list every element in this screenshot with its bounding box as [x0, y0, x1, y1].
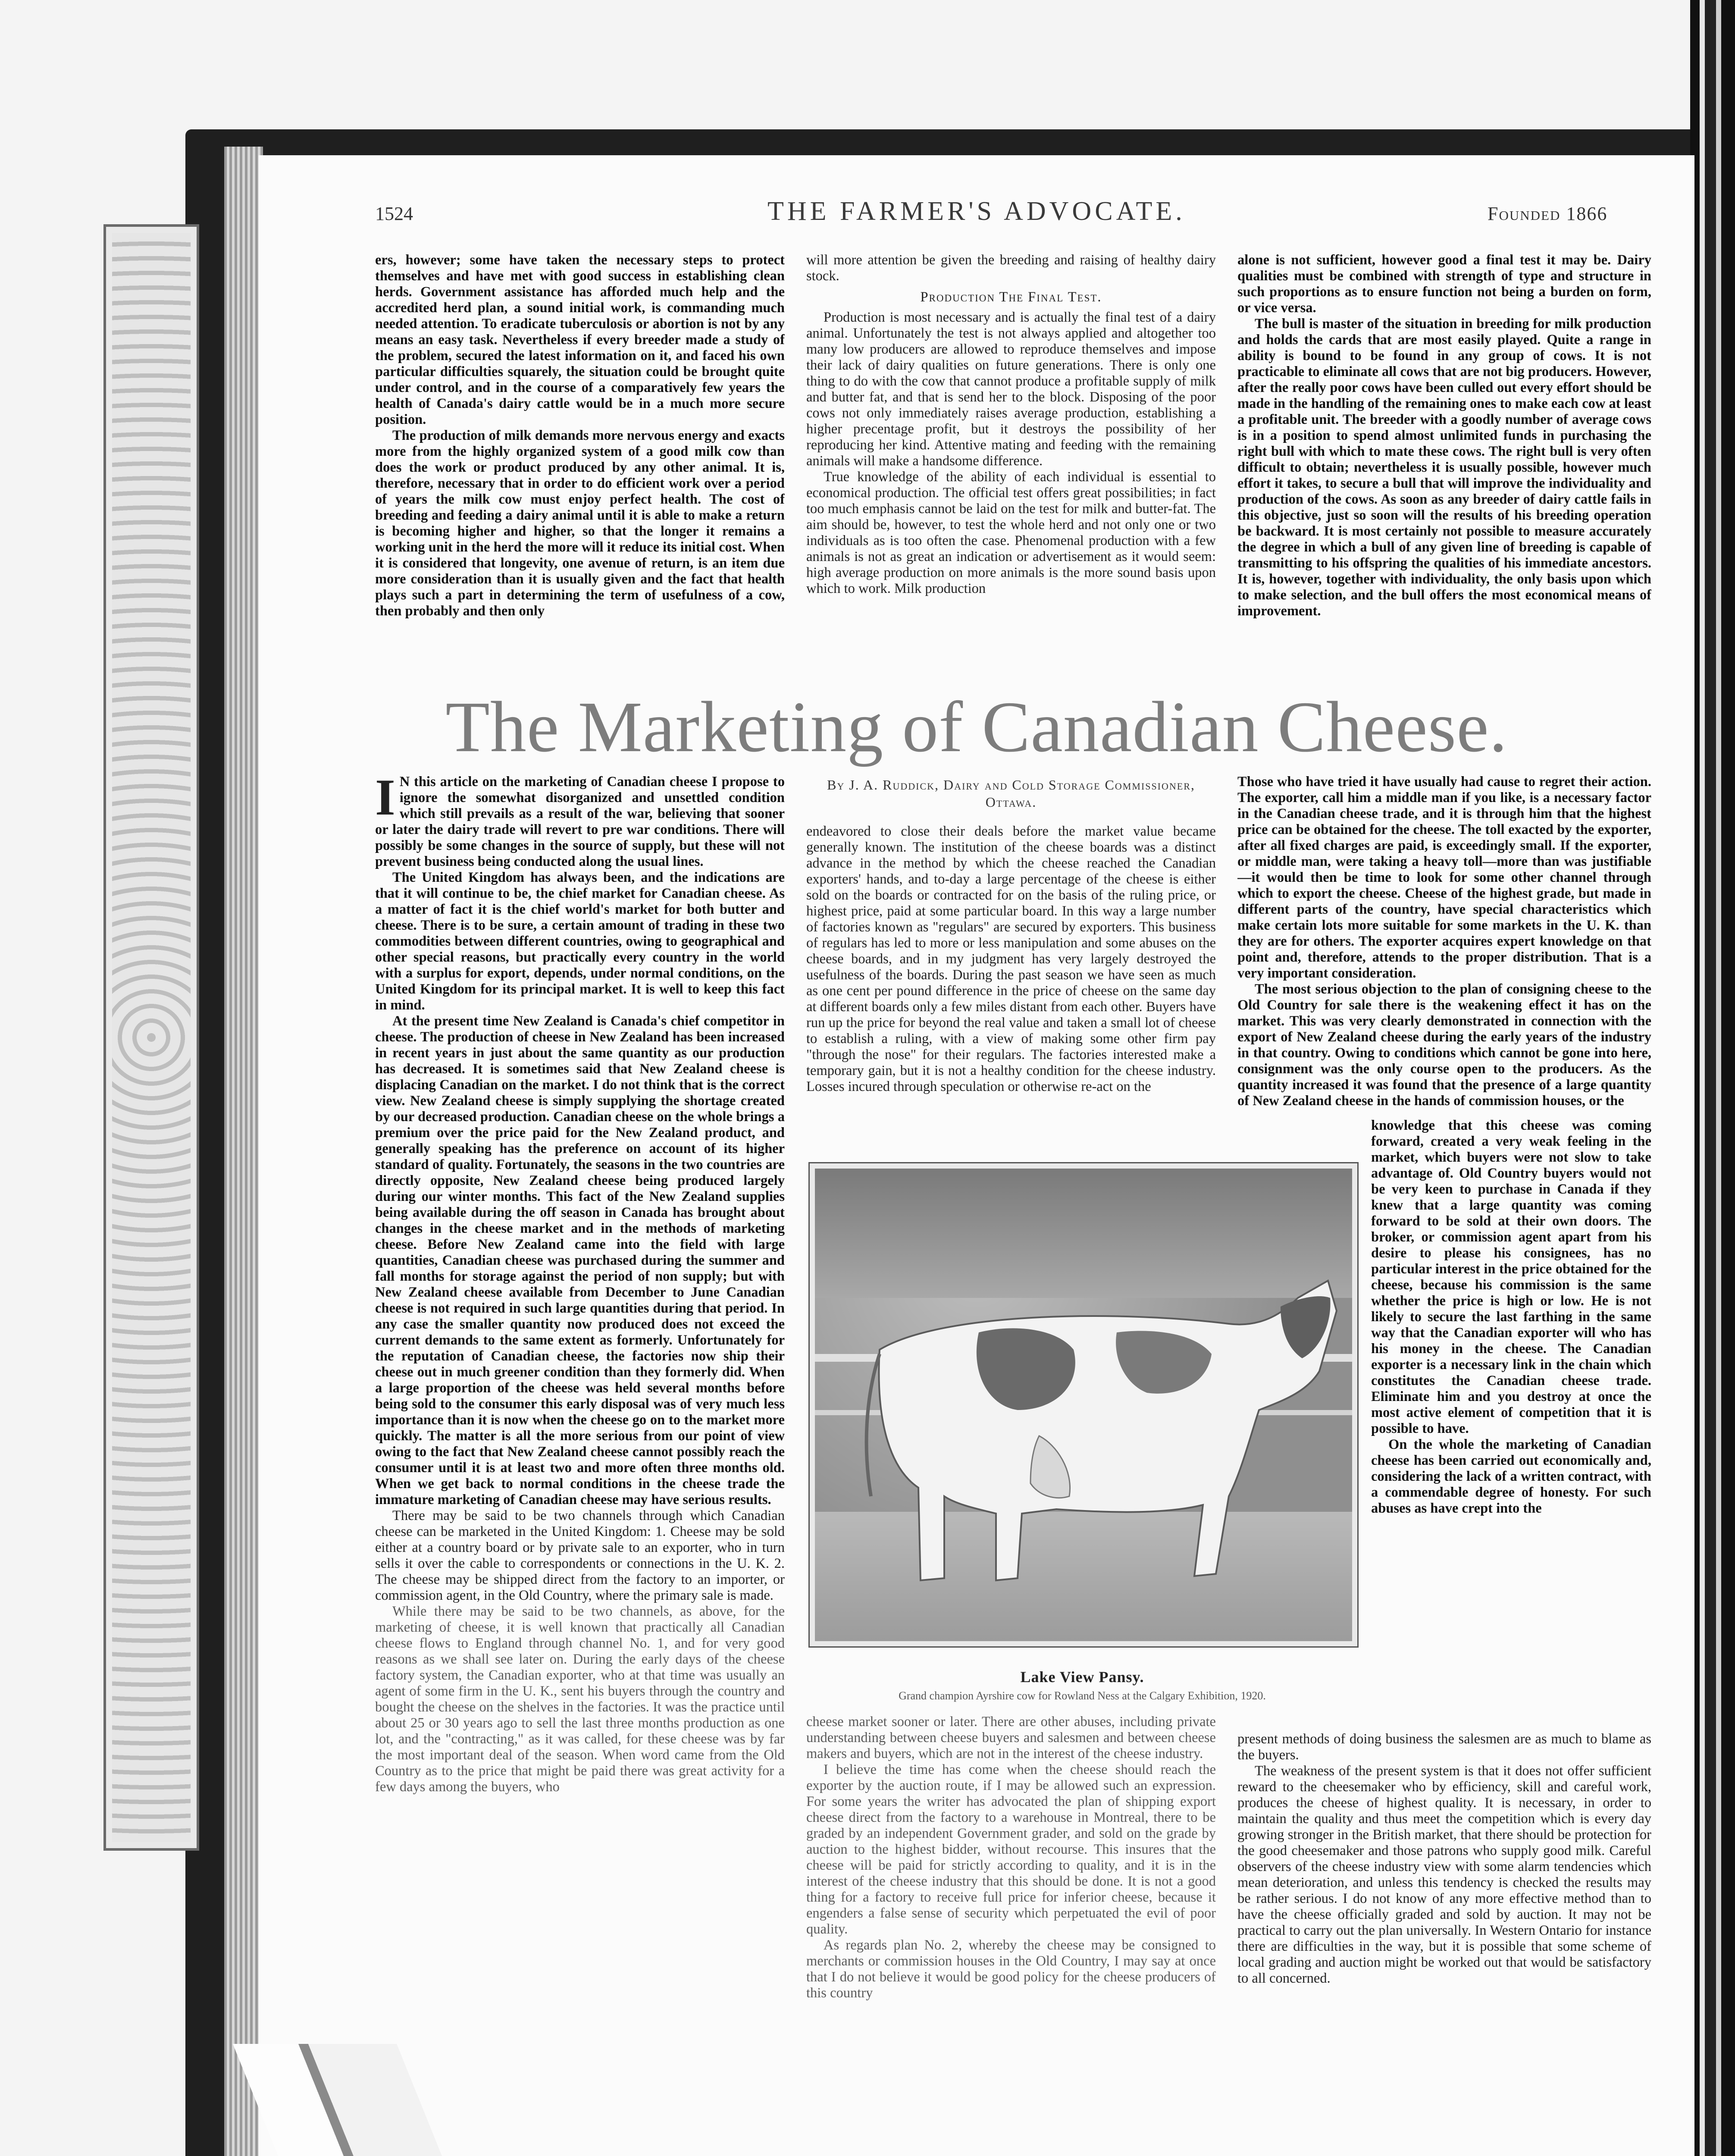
- page-edges: [224, 147, 263, 2156]
- cow-figure: [867, 1281, 1337, 1580]
- photo-caption-text: Grand champion Ayrshire cow for Rowland Ness at the Calgary Exhibition, 1920.: [899, 1689, 1266, 1702]
- paragraph: On the whole the marketing of Canadian cheese has been carried out economically and, considering the lack of a written contract, with a commendable degree of honesty. For such abuses as have crept into the: [1371, 1437, 1651, 1516]
- article-column-3-narrow: [1371, 1118, 1651, 1730]
- paragraph: Production is most necessary and is actually the final test of a dairy animal. Unfortunately the test is not always applied and altogether too many low producers are allowed to reproduce themselves and impose their lack of dairy qualities on future generations. There is only one thing to do with the cow that cannot produce a profitable supply of milk and butter fat, and that is send her to the block. Disposing of the poor cows not only immediately raises average production, establishing a higher precentage profit, but it destroys the possibility of her reproducing her kind. Attentive mating and feeding with the remaining animals will make a handsome difference.: [806, 310, 1216, 469]
- paragraph: The bull is master of the situation in breeding for milk production and holds the cards that are most easily played. Quite a range in ability is bound to be found in any group of cows. It is not practicable to eliminate all cows that are not big producers. However, after the really poor cows have been culled out every effort should be made in the handling of the remaining ones to make each cow at least a profitable unit. The breeder with a goodly number of average cows is in a position to spend almost unlimited funds in purchasing the right bull with which to mate these cows. The right bull is very often difficult to obtain; nevertheless it is usually possible, however much effort it takes, to secure a bull that will improve the individuality and production of the cows. As soon as any breeder of dairy cattle fails in this objective, just so soon will the results of his breeding operation be backward. It is most certainly not possible to measure accurately the degree in which a bull of any given line of breeding is capable of transmitting to his offspring the qualities of his immediate ancestors. It is, however, together with individuality, the only basis upon which to make selection, and the bull offers the most economical means of improvement.: [1237, 316, 1651, 619]
- section-subhead: Production The Final Test.: [920, 289, 1102, 305]
- photo-caption-title: Lake View Pansy.: [1020, 1668, 1144, 1686]
- top-column-3: [1237, 252, 1651, 686]
- ayrshire-cow-illustration: [815, 1169, 1352, 1641]
- paragraph: Those who have tried it have usually had cause to regret their action. The exporter, call him a middle man if you like, is a necessary factor in the Canadian cheese trade, and it is through him that the highest price can be obtained for the cheese. The toll exacted by the exporter, after all fixed charges are paid, is exceedingly small. If the exporter, or middle man, were taking a heavy toll—more than was justifiable—it would then be time to look for some other channel through which to export the cheese. Cheese of the highest grade, but made in different parts of the country, have special characteristics which make certain lots more suitable for some markets in the U. K. than they are for others. The exporter acquires expert knowledge on that point and, therefore, attends to the proper distribution. That is a very important consideration.: [1237, 774, 1651, 981]
- drop-cap: I: [375, 774, 395, 826]
- article-column-3-upper: [1237, 774, 1651, 1117]
- masthead: THE FARMER'S ADVOCATE.: [767, 197, 1186, 226]
- paragraph: knowledge that this cheese was coming forward, created a very weak feeling in the market, which buyers were not slow to take advantage of. Old Country buyers would not be very keen to purchase in Canada if they knew that a large quantity was coming forward to be sold at their own doors. The broker, or commission agent apart from his desire to please his consignees, has no particular interest in the price obtained for the cheese, because his commission is the same whether the price is high or low. He is not likely to secure the last farthing in the same way that the Canadian exporter will who has his money in the cheese. The Canadian exporter is a necessary link in the chain which constitutes the Canadian cheese trade. Eliminate him and you destroy at once the most active element of competition that it is possible to have.: [1371, 1118, 1651, 1436]
- paragraph: True knowledge of the ability of each individual is essential to economical production. The official test offers great possibilities; in fact too much emphasis cannot be laid on the test for milk and butter-fat. The aim should be, however, to test the whole herd and not only one or two individuals as is too often the case. Phenomenal production with a few animals is not as great an indication or advertisement as it would seem: high average production on more animals is the more sound basis upon which to work. Milk production: [806, 469, 1216, 596]
- article-column-3-lower: [1237, 1731, 1651, 2156]
- top-column-2: [806, 252, 1216, 686]
- article-column-2: [806, 824, 1216, 1147]
- paragraph: At the present time New Zealand is Canada's chief competitor in cheese. The production of cheese in New Zealand has been increased in recent years in just about the same quantity as our production has decreased. It is sometimes said that New Zealand cheese is displacing Canadian on the market. I do not think that is the correct view. New Zealand cheese is simply supplying the shortage created by our decreased production. Canadian cheese on the whole brings a premium over the price paid for the New Zealand product, and generally speaking has the preference on account of its higher standard of quality. Fortunately, the seasons in the two countries are directly opposite, New Zealand cheese being produced largely during our winter months. This fact of the New Zealand supplies being available during the off season in Canada has brought about changes in the cheese market and in the methods of marketing cheese. Before New Zealand came into the field with large quantities, Canadian cheese was purchased during the summer and fall months for storage against the period of non supply; but with New Zealand cheese available from December to June Canadian cheese is not required in such large quantities during that period. In any case the smaller quantity now produced does not exceed the current demands to the same extent as formerly. Unfortunately for the reputation of Canadian cheese, the factories now ship their cheese out in much greener condition than they formerly did. When a large proportion of the cheese was held several months before being sold to the consumer this early disposal was of very much less importance than it is now when the cheese go on to the market more quickly. The matter is all the more serious from our point of view owing to the fact that New Zealand cheese cannot possibly reach the consumer until it is at least two and more often three months old. When we get back to normal conditions in the cheese trade the immature marketing of Canadian cheese may have serious results.: [375, 1013, 785, 1507]
- paragraph: N this article on the marketing of Canadian cheese I propose to ignore the somewhat disorganized and unsettled condition which still prevails as a result of the war, believing that sooner or later the dairy trade will revert to pre war conditions. There will possibly be some changes in the source of supply, but these will not prevent business being conducted along the usual lines.: [375, 774, 785, 869]
- paragraph: As regards plan No. 2, whereby the cheese may be consigned to merchants or commission houses in the Old Country, I may say at once that I do not believe it would be good policy for the cheese producers of this country: [806, 1937, 1216, 2001]
- scanner-edge: [1690, 0, 1735, 2156]
- paragraph: cheese market sooner or later. There are other abuses, including private understanding between cheese buyers and salesmen and between cheese makers and buyers, which are not in the interest of the cheese industry.: [806, 1714, 1216, 1761]
- paragraph: While there may be said to be two channels, as above, for the marketing of cheese, it is well known that practically all Canadian cheese flows to England through channel No. 1, and for very good reasons as we shall see later on. During the early days of the cheese factory system, the Canadian exporter, who at that time was usually an agent of some firm in the U. K., sent his buyers through the country and bought the cheese on the shelves in the factories. It was the practice until about 25 or 30 years ago to sell the last three months production as one lot, and the "contracting," as it was called, for these cheese was by far the most important deal of the season. When word came from the Old Country as to the price that might be paid there was great activity for a few days among the buyers, who: [375, 1604, 785, 1795]
- paragraph: The weakness of the present system is that it does not offer sufficient reward to the cheesemaker who by efficiency, skill and careful work, produces the cheese of highest quality. It is necessary, in order to maintain the quality and thus meet the competition which is every day growing stronger in the British market, that there should be protection for the good cheesemaker and those patrons who supply good milk. Careful observers of the cheese industry view with some alarm tendencies which mean deterioration, and unless this tendency is checked the results may be rather serious. I do not know of any more effective method than to have the cheese officially graded and sold by auction. It may not be practical to carry out the plan universally. In Western Ontario for instance there are difficulties in the way, but it is possible that some scheme of local grading and auction might be worked out that would be satisfactory to all concerned.: [1237, 1763, 1651, 1986]
- founded-label: Founded 1866: [1488, 203, 1608, 224]
- byline: By J. A. Ruddick, Dairy and Cold Storage Commissioner, Ottawa.: [827, 777, 1195, 810]
- paragraph: The production of milk demands more nervous energy and exacts more from the highly organized system of a good milk cow than does the work or product produced by any other animal. It is, therefore, necessary that in order to do efficient work over a period of years the milk cow must enjoy perfect health. The cost of breeding and feeding a dairy animal until it is able to make a return is becoming higher and higher, so that the longer it remains a working unit in the herd the more will it reduce its initial cost. When it is considered that longevity, one avenue of return, is an item due more consideration than it is usually given and the fact that health plays such a part in determining the term of usefulness of a cow, then probably and then only: [375, 428, 785, 619]
- paragraph: endeavored to close their deals before the market value became generally known. The institution of the cheese boards was a distinct advance in the method by which the cheese reached the Canadian exporters' hands, and to-day a large percentage of the cheese is either sold on the boards or contracted for on the basis of the ruling price, or highest price, paid at some particular board. In this way a large number of factories known as "regulars" are secured by exporters. This business of regulars has led to more or less manipulation and some abuses on the cheese boards, and in my judgment has very largely destroyed the usefulness of the boards. During the past season we have seen as much as one cent per pound difference in the price of cheese on the same day at different boards only a few miles distant from each other. Buyers have run up the price for beyond the real value and taken a small lot of cheese to establish a ruling, with a view of making some other firm pay "through the nose" for their regulars. The factories interested make a temporary gain, but it is not a healthy condition for the cheese industry. Losses incured through speculation or otherwise re-act on the: [806, 824, 1216, 1094]
- page-number: 1524: [375, 203, 413, 224]
- paragraph: I believe the time has come when the cheese should reach the exporter by the auction route, if I may be allowed such an expression. For some years the writer has advocated the plan of shipping export cheese direct from the factory to a warehouse in Montreal, there to be graded by an independent Government grader, and sold on the grade by auction to the highest bidder, without recourse. This insures that the cheese will be paid for strictly according to quality, and it is in the interest of the cheese industry that this should be done. It is not a good thing for a factory to receive full price for inferior cheese, because it engenders a false sense of security which perpetuated the evil of poor quality.: [806, 1762, 1216, 1937]
- paragraph: alone is not sufficient, however good a final test it may be. Dairy qualities must be combined with strength of type and structure in such proportions as to ensure function not being a burden on form, or vice versa.: [1237, 252, 1651, 316]
- paragraph: The most serious objection to the plan of consigning cheese to the Old Country for sale there is the weakening effect it has on the market. This was very clearly demonstrated in connection with the export of New Zealand cheese during the early years of the industry in that country. Owing to conditions which cannot be gone into here, consignment was the only course open to the producers. As the quantity increased it was found that the presence of a large quantity of New Zealand cheese in the hands of commission houses, or the: [1237, 981, 1651, 1109]
- marbled-endpaper: [103, 224, 199, 1851]
- article-column-2-lower: [806, 1714, 1216, 2156]
- article-column-1: [375, 774, 785, 2156]
- paragraph: There may be said to be two channels through which Canadian cheese can be marketed in the United Kingdom: 1. Cheese may be sold either at a country board or by private sale to an exporter, who in turn sells it over the cable to correspondents or connections in the U. K. 2. The cheese may be shipped direct from the factory to an importer, or commission agent, in the Old Country, where the primary sale is made.: [375, 1508, 785, 1603]
- paragraph: ers, however; some have taken the necessary steps to protect themselves and have met with good success in establishing clean herds. Government assistance has afforded much help and the accredited herd plan, a sound initial work, is commanding much needed attention. To eradicate tuberculosis or abortion is not by any means an easy task. Nevertheless if every breeder made a study of the problem, secured the latest information on it, and faced his own particular difficulties squarely, the situation could be brought quite under control, and in the course of a comparatively few years the health of Canada's dairy cattle would be in a much more secure position.: [375, 252, 785, 427]
- paragraph: The United Kingdom has always been, and the indications are that it will continue to be, the chief market for Canadian cheese. As a matter of fact it is the chief world's market for both butter and cheese. There is to be sure, a certain amount of trading in these two commodities between different countries, owing to geographical and other special reasons, but practically every country in the world with a surplus for export, depends, under normal conditions, on the United Kingdom for its principal market. It is well to keep this fact in mind.: [375, 870, 785, 1013]
- paragraph: will more attention be given the breeding and raising of healthy dairy stock.: [806, 252, 1216, 284]
- article-title: The Marketing of Canadian Cheese.: [445, 687, 1508, 767]
- top-column-1: [375, 252, 785, 686]
- photo-frame: [808, 1162, 1359, 1648]
- cow-photograph: [815, 1169, 1352, 1641]
- paragraph: present methods of doing business the salesmen are as much to blame as the buyers.: [1237, 1731, 1651, 1763]
